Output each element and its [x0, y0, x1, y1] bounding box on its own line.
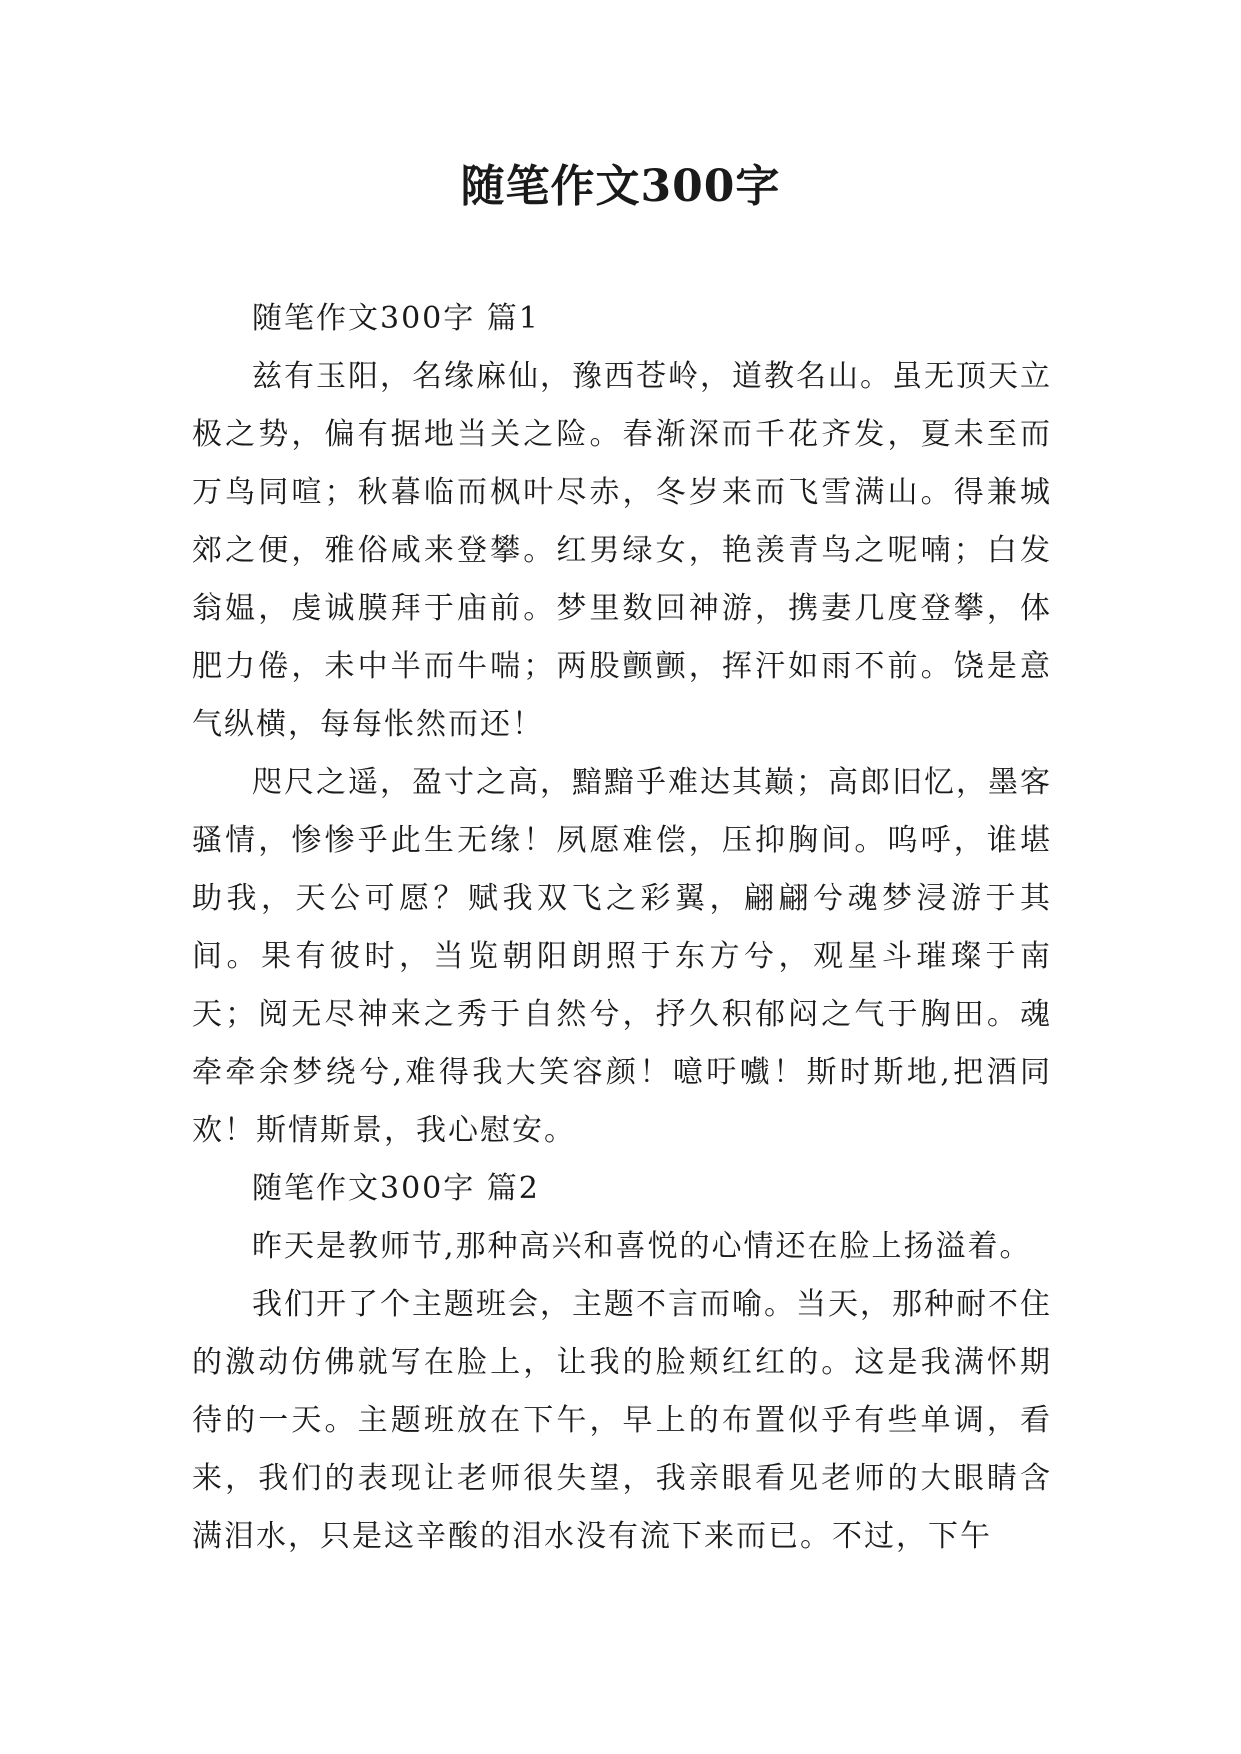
- section-heading-1: 随笔作文300字 篇1: [252, 301, 540, 336]
- document-body: [192, 290, 1052, 1566]
- paragraph: 兹有玉阳，名缘麻仙，豫西苍岭，道教名山。虽无顶天立极之势，偏有据地当关之险。春渐深而千花齐发，夏未至而万鸟同喧；秋暮临而枫叶尽赤，冬岁来而飞雪满山。得兼城郊之便，雅俗咸来登攀。红男绿女，艳羡青鸟之呢喃；白发翁媪，虔诚膜拜于庙前。梦里数回神游，携妻几度登攀，体肥力倦，未中半而牛喘；两股颤颤，挥汗如雨不前。饶是意气纵横，每每怅然而还！: [192, 359, 1052, 742]
- paragraph: 咫尺之遥，盈寸之高，黯黯乎难达其巅；高郎旧忆，墨客骚情，惨惨乎此生无缘！夙愿难偿，压抑胸间。呜呼，谁堪助我，天公可愿？赋我双飞之彩翼，翩翩兮魂梦浸游于其间。果有彼时，当览朝阳朗照于东方兮，观星斗璀璨于南天；阅无尽神来之秀于自然兮，抒久积郁闷之气于胸田。魂牵牵余梦绕兮,难得我大笑容颜！噫吁嚱！斯时斯地,把酒同欢！斯情斯景，我心慰安。: [192, 765, 1052, 1148]
- document-title: 随笔作文300字: [460, 161, 781, 212]
- section-heading-2: 随笔作文300字 篇2: [252, 1171, 540, 1206]
- paragraph: 我们开了个主题班会，主题不言而喻。当天，那种耐不住的激动仿佛就写在脸上，让我的脸颊红红的。这是我满怀期待的一天。主题班放在下午，早上的布置似乎有些单调，看来，我们的表现让老师很失望，我亲眼看见老师的大眼睛含满泪水，只是这辛酸的泪水没有流下来而已。不过，下午: [192, 1287, 1052, 1554]
- paragraph: 昨天是教师节,那种高兴和喜悦的心情还在脸上扬溢着。: [252, 1229, 1032, 1264]
